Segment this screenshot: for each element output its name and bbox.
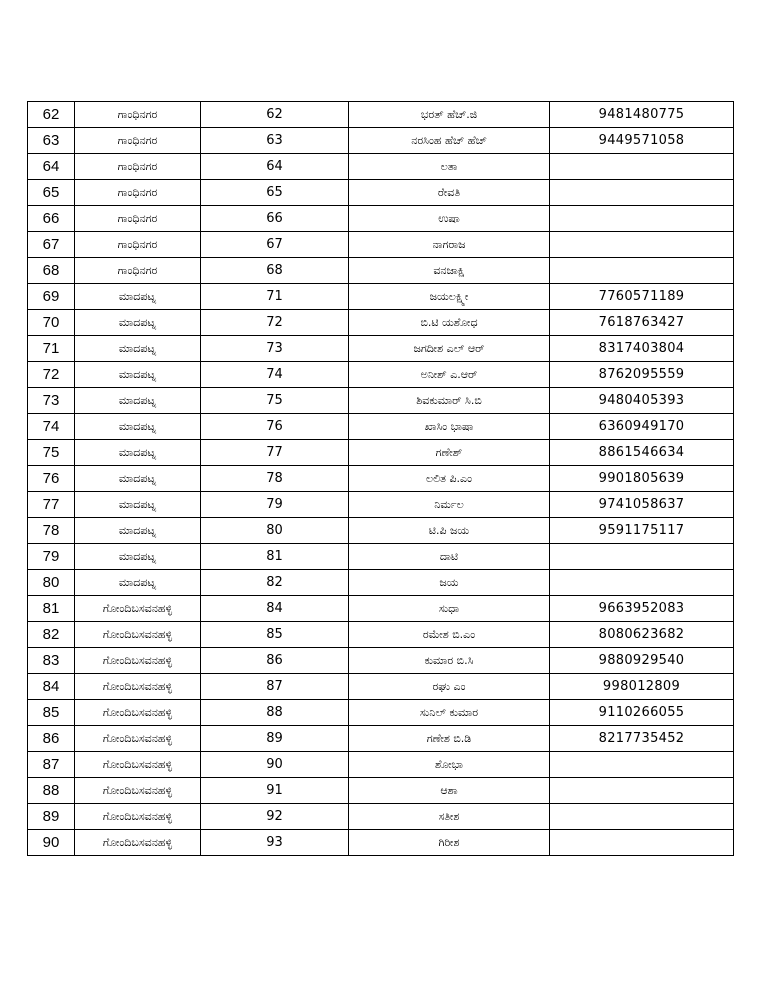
member-code-cell: 78	[201, 466, 349, 492]
table-row	[28, 648, 734, 674]
serial-number-cell: 75	[28, 440, 75, 466]
table-row	[28, 466, 734, 492]
serial-number-cell: 63	[28, 128, 75, 154]
table-row	[28, 128, 734, 154]
table-row	[28, 154, 734, 180]
member-name-cell: ಲಲಿತ ಪಿ.ಎಂ	[349, 466, 550, 492]
member-code-cell: 85	[201, 622, 349, 648]
member-code-cell: 74	[201, 362, 349, 388]
village-cell: ಗಾಂಧಿನಗರ	[75, 154, 201, 180]
serial-number-cell: 65	[28, 180, 75, 206]
table-row	[28, 336, 734, 362]
table-row	[28, 310, 734, 336]
phone-number-cell: 9663952083	[550, 596, 734, 622]
serial-number-cell: 89	[28, 804, 75, 830]
serial-number-cell: 82	[28, 622, 75, 648]
member-code-cell: 62	[201, 102, 349, 128]
table-row	[28, 440, 734, 466]
serial-number-cell: 70	[28, 310, 75, 336]
serial-number-cell: 81	[28, 596, 75, 622]
table-row	[28, 752, 734, 778]
phone-number-cell	[550, 830, 734, 856]
serial-number-cell: 66	[28, 206, 75, 232]
phone-number-cell	[550, 232, 734, 258]
table-row	[28, 622, 734, 648]
village-cell: ಗೋಂದಿಬಸವನಹಳ್ಳಿ	[75, 674, 201, 700]
table-row	[28, 544, 734, 570]
phone-number-cell: 8317403804	[550, 336, 734, 362]
member-code-cell: 79	[201, 492, 349, 518]
member-name-cell: ಸತೀಶ	[349, 804, 550, 830]
village-cell: ಮಾದಪಟ್ನ	[75, 570, 201, 596]
member-code-cell: 65	[201, 180, 349, 206]
village-cell: ಗೋಂದಿಬಸವನಹಳ್ಳಿ	[75, 700, 201, 726]
phone-number-cell	[550, 570, 734, 596]
table-row	[28, 206, 734, 232]
member-name-cell: ರೇವತಿ	[349, 180, 550, 206]
phone-number-cell: 8217735452	[550, 726, 734, 752]
table-row	[28, 830, 734, 856]
member-name-cell: ಆಶಾ	[349, 778, 550, 804]
phone-number-cell: 8762095559	[550, 362, 734, 388]
member-name-cell: ವನಜಾಕ್ಷಿ	[349, 258, 550, 284]
member-name-cell: ಜಯಲಕ್ಷ್ಮೀ	[349, 284, 550, 310]
member-code-cell: 71	[201, 284, 349, 310]
member-name-cell: ರಮೇಶ ಬಿ.ಎಂ	[349, 622, 550, 648]
member-name-cell: ಗಣೇಶ ಬಿ.ಡಿ	[349, 726, 550, 752]
village-cell: ಮಾದಪಟ್ನ	[75, 466, 201, 492]
phone-number-cell: 9480405393	[550, 388, 734, 414]
phone-number-cell: 9110266055	[550, 700, 734, 726]
member-name-cell: ನಾಗರಾಜ	[349, 232, 550, 258]
member-name-cell: ಬಿ.ಟಿ ಯಶೋಧ	[349, 310, 550, 336]
member-code-cell: 76	[201, 414, 349, 440]
serial-number-cell: 90	[28, 830, 75, 856]
phone-number-cell: 9481480775	[550, 102, 734, 128]
village-cell: ಮಾದಪಟ್ನ	[75, 440, 201, 466]
member-name-cell: ಉಷಾ	[349, 206, 550, 232]
village-cell: ಗಾಂಧಿನಗರ	[75, 232, 201, 258]
member-name-cell: ಟಿ.ಪಿ ಜಯ	[349, 518, 550, 544]
village-cell: ಗಾಂಧಿನಗರ	[75, 258, 201, 284]
village-cell: ಗೋಂದಿಬಸವನಹಳ್ಳಿ	[75, 830, 201, 856]
member-name-cell: ಗಿರೀಶ	[349, 830, 550, 856]
table-row	[28, 414, 734, 440]
member-name-cell: ಶಿವಕುಮಾರ್ ಸಿ.ಬಿ	[349, 388, 550, 414]
phone-number-cell	[550, 804, 734, 830]
member-name-cell: ಲತಾ	[349, 154, 550, 180]
phone-number-cell	[550, 154, 734, 180]
table-row	[28, 778, 734, 804]
village-cell: ಮಾದಪಟ್ನ	[75, 388, 201, 414]
member-code-cell: 82	[201, 570, 349, 596]
member-name-cell: ಜಗದೀಶ ಎಲ್ ಆರ್	[349, 336, 550, 362]
member-code-cell: 67	[201, 232, 349, 258]
member-name-cell: ಶೋಭಾ	[349, 752, 550, 778]
phone-number-cell: 7618763427	[550, 310, 734, 336]
phone-number-cell: 9741058637	[550, 492, 734, 518]
table-row	[28, 570, 734, 596]
table-row	[28, 518, 734, 544]
table-row	[28, 232, 734, 258]
serial-number-cell: 84	[28, 674, 75, 700]
member-name-cell: ದಾಟಿ	[349, 544, 550, 570]
member-code-cell: 84	[201, 596, 349, 622]
serial-number-cell: 73	[28, 388, 75, 414]
phone-number-cell	[550, 544, 734, 570]
serial-number-cell: 64	[28, 154, 75, 180]
member-code-cell: 90	[201, 752, 349, 778]
phone-number-cell	[550, 752, 734, 778]
table-row	[28, 726, 734, 752]
table-row	[28, 362, 734, 388]
member-code-cell: 77	[201, 440, 349, 466]
member-name-cell: ಗಣೇಶ್	[349, 440, 550, 466]
phone-number-cell: 8080623682	[550, 622, 734, 648]
member-name-cell: ಭರತ್ ಹೆಚ್.ಜಿ	[349, 102, 550, 128]
member-code-cell: 63	[201, 128, 349, 154]
member-code-cell: 64	[201, 154, 349, 180]
serial-number-cell: 83	[28, 648, 75, 674]
member-name-cell: ಕುಮಾರ ಬಿ.ಸಿ	[349, 648, 550, 674]
member-name-cell: ಸುನಿಲ್ ಕುಮಾರ	[349, 700, 550, 726]
member-code-cell: 73	[201, 336, 349, 362]
member-code-cell: 92	[201, 804, 349, 830]
village-cell: ಮಾದಪಟ್ನ	[75, 492, 201, 518]
member-code-cell: 93	[201, 830, 349, 856]
village-cell: ಗೋಂದಿಬಸವನಹಳ್ಳಿ	[75, 596, 201, 622]
village-cell: ಗಾಂಧಿನಗರ	[75, 128, 201, 154]
serial-number-cell: 72	[28, 362, 75, 388]
phone-number-cell: 9901805639	[550, 466, 734, 492]
member-name-cell: ಅನೀಶ್ ಎ.ಆರ್	[349, 362, 550, 388]
village-cell: ಮಾದಪಟ್ನ	[75, 336, 201, 362]
village-cell: ಗೋಂದಿಬಸವನಹಳ್ಳಿ	[75, 752, 201, 778]
member-name-cell: ಜಯ	[349, 570, 550, 596]
village-cell: ಗೋಂದಿಬಸವನಹಳ್ಳಿ	[75, 622, 201, 648]
village-cell: ಗಾಂಧಿನಗರ	[75, 180, 201, 206]
village-cell: ಗೋಂದಿಬಸವನಹಳ್ಳಿ	[75, 726, 201, 752]
phone-number-cell: 9449571058	[550, 128, 734, 154]
serial-number-cell: 74	[28, 414, 75, 440]
village-cell: ಗೋಂದಿಬಸವನಹಳ್ಳಿ	[75, 648, 201, 674]
serial-number-cell: 67	[28, 232, 75, 258]
phone-number-cell	[550, 206, 734, 232]
member-name-cell: ನಿರ್ಮಲ	[349, 492, 550, 518]
serial-number-cell: 86	[28, 726, 75, 752]
serial-number-cell: 71	[28, 336, 75, 362]
table-row	[28, 700, 734, 726]
village-cell: ಮಾದಪಟ್ನ	[75, 414, 201, 440]
table-row	[28, 492, 734, 518]
member-table-body	[28, 102, 734, 856]
phone-number-cell: 7760571189	[550, 284, 734, 310]
village-cell: ಗೋಂದಿಬಸವನಹಳ್ಳಿ	[75, 804, 201, 830]
serial-number-cell: 77	[28, 492, 75, 518]
serial-number-cell: 87	[28, 752, 75, 778]
member-name-cell: ಖಾಸಿಂ ಭಾಷಾ	[349, 414, 550, 440]
member-code-cell: 68	[201, 258, 349, 284]
table-row	[28, 804, 734, 830]
village-cell: ಮಾದಪಟ್ನ	[75, 310, 201, 336]
member-code-cell: 72	[201, 310, 349, 336]
member-code-cell: 87	[201, 674, 349, 700]
village-cell: ಮಾದಪಟ್ನ	[75, 518, 201, 544]
village-cell: ಮಾದಪಟ್ನ	[75, 362, 201, 388]
phone-number-cell: 6360949170	[550, 414, 734, 440]
table-row	[28, 102, 734, 128]
table-row	[28, 596, 734, 622]
table-row	[28, 388, 734, 414]
village-cell: ಗಾಂಧಿನಗರ	[75, 206, 201, 232]
member-code-cell: 88	[201, 700, 349, 726]
member-code-cell: 75	[201, 388, 349, 414]
table-row	[28, 258, 734, 284]
serial-number-cell: 80	[28, 570, 75, 596]
member-name-cell: ಸುಧಾ	[349, 596, 550, 622]
member-code-cell: 80	[201, 518, 349, 544]
serial-number-cell: 69	[28, 284, 75, 310]
phone-number-cell: 998012809	[550, 674, 734, 700]
phone-number-cell: 8861546634	[550, 440, 734, 466]
serial-number-cell: 79	[28, 544, 75, 570]
member-name-cell: ನರಸಿಂಹ ಹೆಚ್ ಹೆಚ್	[349, 128, 550, 154]
village-cell: ಮಾದಪಟ್ನ	[75, 284, 201, 310]
table-row	[28, 284, 734, 310]
serial-number-cell: 85	[28, 700, 75, 726]
serial-number-cell: 88	[28, 778, 75, 804]
member-name-cell: ರಘು ಎಂ	[349, 674, 550, 700]
village-cell: ಗಾಂಧಿನಗರ	[75, 102, 201, 128]
member-code-cell: 89	[201, 726, 349, 752]
serial-number-cell: 76	[28, 466, 75, 492]
member-code-cell: 81	[201, 544, 349, 570]
serial-number-cell: 68	[28, 258, 75, 284]
member-code-cell: 66	[201, 206, 349, 232]
serial-number-cell: 62	[28, 102, 75, 128]
phone-number-cell	[550, 180, 734, 206]
phone-number-cell: 9591175117	[550, 518, 734, 544]
table-row	[28, 180, 734, 206]
village-cell: ಮಾದಪಟ್ನ	[75, 544, 201, 570]
serial-number-cell: 78	[28, 518, 75, 544]
village-cell: ಗೋಂದಿಬಸವನಹಳ್ಳಿ	[75, 778, 201, 804]
member-table	[27, 101, 734, 856]
member-code-cell: 91	[201, 778, 349, 804]
phone-number-cell	[550, 258, 734, 284]
member-code-cell: 86	[201, 648, 349, 674]
phone-number-cell: 9880929540	[550, 648, 734, 674]
table-row	[28, 674, 734, 700]
phone-number-cell	[550, 778, 734, 804]
